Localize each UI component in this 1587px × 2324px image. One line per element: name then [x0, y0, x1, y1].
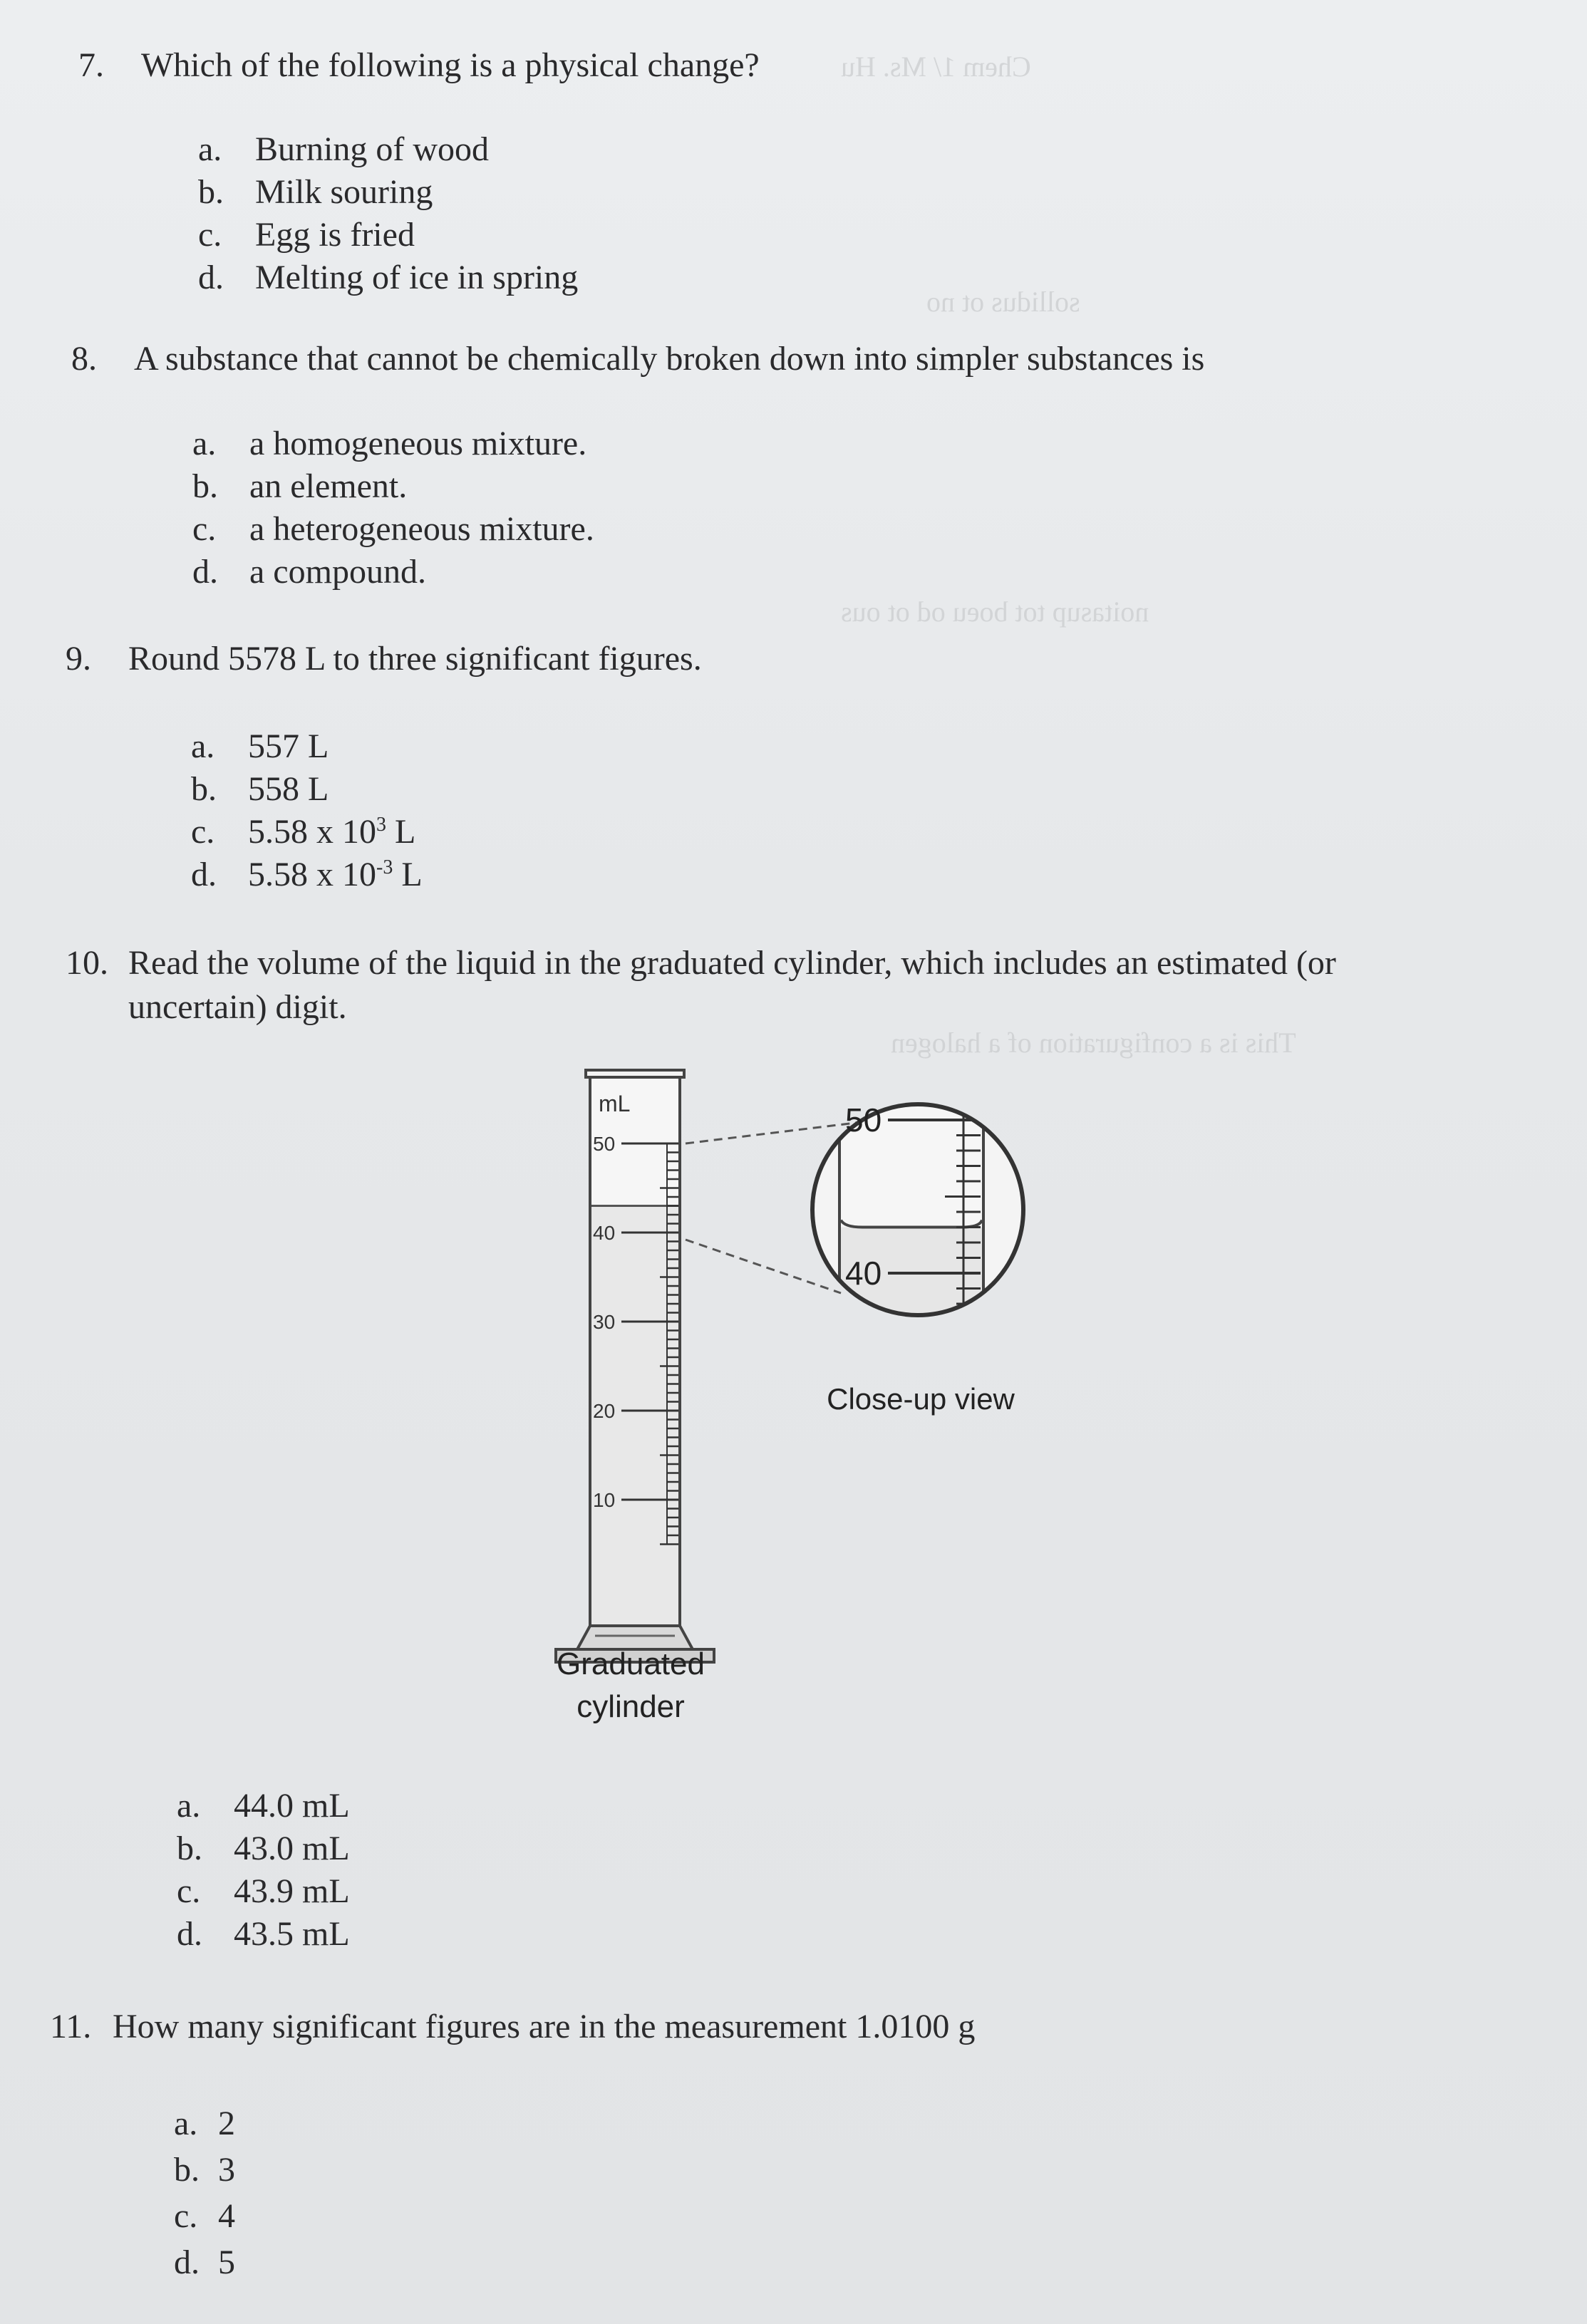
unit: L [386, 813, 416, 851]
option-letter: a. [191, 727, 215, 765]
option-b[interactable] [191, 768, 423, 811]
option-text: an element. [249, 467, 408, 505]
option-letter: c. [198, 216, 222, 254]
bleed-through-text: Chem 1/ Ms. Hu [841, 51, 1031, 83]
question-text: Round 5578 L to three significant figures. [128, 640, 702, 678]
question-9-options [191, 725, 423, 896]
option-text: a homogeneous mixture. [249, 425, 587, 462]
option-letter: d. [177, 1915, 202, 1953]
option-letter: c. [191, 813, 215, 851]
question-number: 10. [66, 944, 108, 982]
option-letter: b. [198, 173, 224, 211]
question-text: Read the volume of the liquid in the graduated cylinder, which includes an estimated (or [128, 944, 1336, 982]
option-c[interactable] [177, 1870, 350, 1913]
option-letter: d. [174, 2243, 200, 2281]
option-letter: a. [192, 425, 217, 462]
option-d[interactable] [198, 256, 578, 299]
question-number: 11. [50, 2008, 92, 2045]
question-10-prompt [66, 942, 1336, 985]
question-9-prompt [66, 638, 702, 680]
option-letter: b. [192, 467, 218, 505]
option-text: Egg is fried [255, 216, 415, 254]
exponent: 3 [376, 814, 386, 836]
closeup-label-50: 50 [845, 1101, 882, 1138]
option-letter: b. [174, 2151, 200, 2189]
option-a[interactable] [191, 725, 423, 768]
option-text: Milk souring [255, 173, 433, 211]
option-b[interactable] [198, 171, 578, 214]
option-text: 3 [218, 2151, 235, 2189]
option-text: 43.5 mL [234, 1915, 350, 1953]
option-letter: c. [192, 510, 217, 548]
option-a[interactable] [174, 2100, 235, 2147]
option-text: 5.58 x 10 [248, 856, 376, 893]
closeup-caption: Close-up view [827, 1382, 1015, 1416]
question-text: How many significant figures are in the measurement 1.0100 g [113, 2008, 976, 2045]
option-text: a heterogeneous mixture. [249, 510, 594, 548]
option-text: 5 [218, 2243, 235, 2281]
option-text: 4 [218, 2197, 235, 2235]
scale-label-20: 20 [593, 1400, 616, 1422]
option-d[interactable] [192, 551, 594, 593]
question-10-prompt-continued [128, 986, 347, 1029]
question-number: 9. [66, 640, 91, 678]
option-d[interactable] [174, 2239, 235, 2286]
option-text: 44.0 mL [234, 1787, 350, 1825]
option-c[interactable] [174, 2193, 235, 2239]
bleed-through-text: noitasup tot boeu od ot ous [841, 596, 1149, 628]
option-letter: d. [192, 553, 218, 591]
question-8-prompt [71, 338, 1204, 380]
question-10-options [177, 1785, 350, 1956]
question-text: A substance that cannot be chemically broken down into simpler substances is [134, 340, 1205, 378]
option-text: 2 [218, 2105, 235, 2142]
option-text: 558 L [248, 770, 329, 808]
option-b[interactable] [192, 465, 594, 508]
option-d[interactable] [191, 854, 423, 896]
unit-label: mL [599, 1091, 631, 1116]
option-b[interactable] [174, 2147, 235, 2193]
option-c[interactable] [191, 811, 423, 854]
question-number: 8. [71, 340, 97, 378]
option-letter: c. [174, 2197, 198, 2235]
option-letter: d. [191, 856, 217, 893]
option-text: 557 L [248, 727, 329, 765]
option-text: 5.58 x 10 [248, 813, 376, 851]
cylinder-caption-line2: cylinder [577, 1689, 685, 1724]
closeup-label-40: 40 [845, 1255, 882, 1292]
option-letter: c. [177, 1872, 201, 1910]
scale-label-10: 10 [593, 1489, 616, 1511]
closeup-view [812, 1083, 1023, 1513]
unit: L [393, 856, 423, 893]
question-7-prompt [78, 44, 760, 87]
option-letter: a. [198, 130, 222, 168]
question-11-prompt [50, 2006, 975, 2048]
question-text: Which of the following is a physical change? [141, 46, 760, 84]
option-c[interactable] [192, 508, 594, 551]
scale-label-40: 40 [593, 1222, 616, 1244]
question-7-options [198, 128, 578, 299]
option-c[interactable] [198, 214, 578, 256]
option-text: 43.0 mL [234, 1830, 350, 1867]
exponent: -3 [376, 856, 393, 878]
option-text: 43.9 mL [234, 1872, 350, 1910]
option-a[interactable] [192, 422, 594, 465]
option-letter: d. [198, 259, 224, 296]
graduated-cylinder-figure [527, 1054, 1097, 1738]
cylinder-caption-line1: Graduated [557, 1646, 705, 1681]
option-text: Melting of ice in spring [255, 259, 579, 296]
bleed-through-text: This is a configuration of a halogen [891, 1027, 1296, 1059]
option-letter: a. [174, 2105, 198, 2142]
scale-label-50: 50 [593, 1133, 616, 1155]
scale-label-30: 30 [593, 1311, 616, 1333]
option-b[interactable] [177, 1827, 350, 1870]
graduated-cylinder [556, 1070, 714, 1662]
option-text: a compound. [249, 553, 426, 591]
option-text: Burning of wood [255, 130, 489, 168]
question-11-options [174, 2100, 235, 2286]
bleed-through-text: sollidus ot no [926, 286, 1080, 318]
option-letter: b. [177, 1830, 202, 1867]
option-letter: b. [191, 770, 217, 808]
question-number: 7. [78, 46, 104, 84]
question-8-options [192, 422, 594, 593]
option-a[interactable] [177, 1785, 350, 1827]
option-letter: a. [177, 1787, 201, 1825]
option-d[interactable] [177, 1913, 350, 1956]
question-text: uncertain) digit. [128, 988, 347, 1026]
option-a[interactable] [198, 128, 578, 171]
